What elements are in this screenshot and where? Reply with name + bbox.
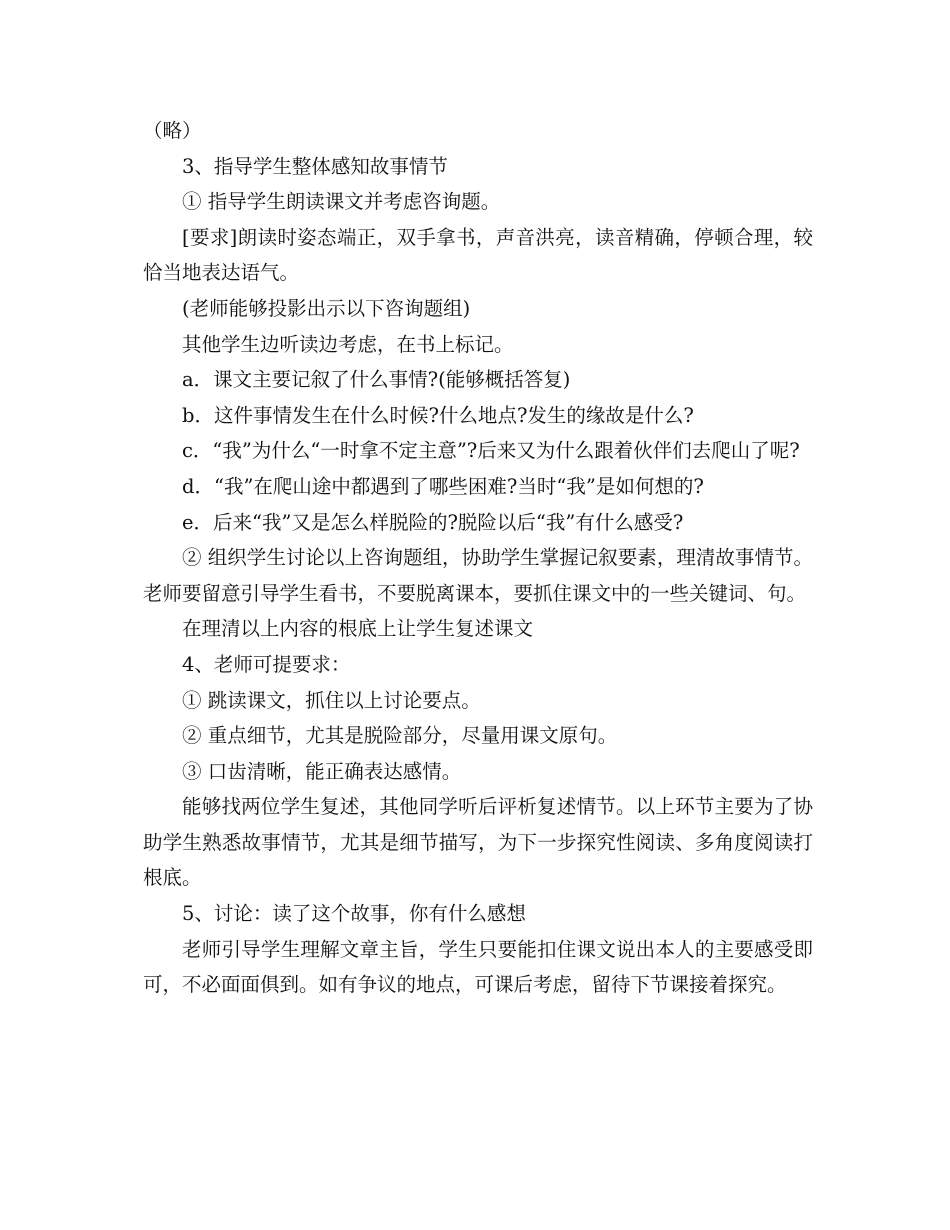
heading-step-4: 4、老师可提要求：: [182, 652, 351, 676]
question-a: a．课文主要记叙了什么事情?(能够概括答复): [182, 368, 571, 392]
paragraph-listen-and-mark: 其他学生边听读边考虑，在书上标记。: [182, 332, 514, 356]
list-item-skim-read: ① 跳读课文，抓住以上讨论要点。: [182, 688, 481, 712]
question-b: b．这件事情发生在什么时候?什么地点?发生的缘故是什么?: [182, 403, 694, 427]
paragraph-projection-note: (老师能够投影出示以下咨询题组): [182, 296, 471, 320]
question-c: c．“我”为什么“一时拿不定主意”?后来又为什么跟着伙伴们去爬山了呢?: [182, 439, 800, 463]
paragraph-theme-guidance: 老师引导学生理解文章主旨，学生只要能扣住课文说出本人的主要感受即可，不必面面俱到。如有争议的地点，可课后考虑，留待下节课接着探究。: [143, 937, 813, 997]
heading-step-3: 3、指导学生整体感知故事情节: [182, 154, 448, 178]
paragraph-retell-evaluation: 能够找两位学生复述，其他同学听后评析复述情节。以上环节主要为了协助学生熟悉故事情节，尤其是细节描写，为下一步探究性阅读、多角度阅读打根底。: [143, 795, 813, 890]
paragraph-requirements: [要求]朗读时姿态端正，双手拿书，声音洪亮，读音精确，停顿合理，较恰当地表达语气。: [143, 225, 813, 285]
paragraph-omitted: （略）: [143, 119, 202, 142]
list-item-read-aloud: ① 指导学生朗读课文并考虑咨询题。: [182, 190, 501, 214]
question-e: e．后来“我”又是怎么样脱险的?脱险以后“我”有什么感受?: [182, 510, 684, 534]
question-d: d．“我”在爬山途中都遇到了哪些困难?当时“我”是如何想的?: [182, 474, 704, 498]
list-item-key-details: ② 重点细节，尤其是脱险部分，尽量用课文原句。: [182, 724, 618, 748]
list-item-discussion: ② 组织学生讨论以上咨询题组，协助学生掌握记叙要素，理清故事情节。老师要留意引导学生看书，不要脱离课本，要抓住课文中的一些关键词、句。: [143, 546, 813, 605]
list-item-clear-speech: ③ 口齿清晰，能正确表达感情。: [182, 759, 462, 783]
document-body: [143, 113, 813, 1003]
paragraph-retell: 在理清以上内容的根底上让学生复述课文: [182, 617, 534, 641]
heading-step-5: 5、讨论：读了这个故事，你有什么感想: [182, 902, 526, 926]
